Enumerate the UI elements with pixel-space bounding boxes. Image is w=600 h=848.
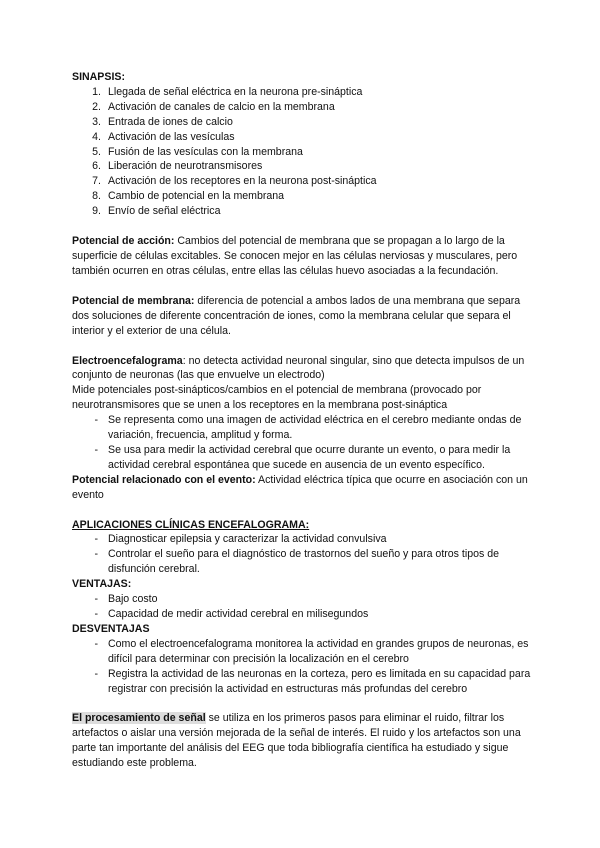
sinapsis-title: SINAPSIS: [72,71,125,83]
list-item: - Se usa para medir la actividad cerebral que ocurre durante un evento, o para medir la actividad cerebral espontánea que sucede en ausencia de un evento específico. [94,443,511,471]
ventajas-title: VENTAJAS: [72,578,132,591]
list-item: - Capacidad de medir actividad cerebral en milisegundos [94,608,369,620]
list-item: 2. Activación de canales de calcio en la membrana [92,100,335,113]
list-item: 4. Activación de las vesículas [92,130,235,143]
list-item: - Controlar el sueño para el diagnóstico de trastornos del sueño y para otros tipos de disfunción cerebral. [94,548,500,576]
aplicaciones-title: APLICACIONES CLÍNICAS ENCEFALOGRAMA: [72,518,310,531]
term: Electroencefalograma [72,354,183,367]
list-item: - Como el electroencefalograma monitorea la actividad en grandes grupos de neuronas, es difícil para determinar con precisión la localización en el cerebro [94,637,529,665]
procesamiento-paragraph: El procesamiento de señal se utiliza en los primeros pasos para eliminar el ruido, filtrar los artefactos o aislar una versión mejorada de la señal de interés. El ruido y los artefactos son una parte tan importante del análisis del EEG que toda bibliografía científica ha estudiado y sigue estudiando este problema. [72,712,521,770]
eeg-paragraph-2: Mide potenciales post-sinápticos/cambios en el potencial de membrana (provocado por neurotransmisores que se unen a los receptores en la membrana post-sináptica [72,384,482,412]
sinapsis-steps [72,85,532,219]
potencial-evento-paragraph: Potencial relacionado con el evento: Actividad eléctrica típica que ocurre en asociación con un evento [72,473,528,501]
list-item: - Registra la actividad de las neuronas en la corteza, pero es limitada en su capacidad para registrar con precisión la actividad en estructuras más profundas del cerebro [94,667,531,695]
potencial-membrana-paragraph: Potencial de membrana: diferencia de potencial a ambos lados de una membrana que separa dos soluciones de diferente concentración de iones, como la membrana celular que separa el interior y el exterior de una célula. [72,294,521,337]
highlighted-term: El procesamiento de señal [72,712,206,725]
potencial-accion-paragraph: Potencial de acción: Cambios del potencial de membrana que se propagan a lo largo de la superficie de células excitables. Se conocen mejor en las células nerviosas y musculares, pero también ocurren en otras células, entre ellas las células huevo asociadas a la fecundación. [72,235,518,277]
aplicaciones-bullets [72,532,532,577]
list-item: - Diagnosticar epilepsia y caracterizar la actividad convulsiva [94,533,387,546]
eeg-bullets [72,413,532,473]
list-item: 8. Cambio de potencial en la membrana [92,190,285,203]
term: Potencial de acción: [72,235,175,248]
term: Potencial de membrana: [72,294,195,307]
desventajas-title: DESVENTAJAS [72,622,150,635]
term: Potencial relacionado con el evento: [72,473,256,486]
list-item: 7. Activación de los receptores en la neurona post-sináptica [92,175,377,188]
desventajas-bullets [72,637,532,697]
list-item: 3. Entrada de iones de calcio [92,115,233,128]
list-item: - Se representa como una imagen de actividad eléctrica en el cerebro mediante ondas de variación, frecuencia, amplitud y forma. [94,414,522,442]
document-page [72,70,532,771]
list-item: 5. Fusión de las vesículas con la membrana [92,145,303,158]
list-item: 1. Llegada de señal eléctrica en la neurona pre-sináptica [92,85,363,98]
list-item: 6. Liberación de neurotransmisores [92,160,263,173]
list-item: - Bajo costo [94,593,158,606]
ventajas-bullets [72,592,532,622]
eeg-paragraph: Electroencefalograma: no detecta actividad neuronal singular, sino que detecta impulsos de un conjunto de neuronas (las que envuelve un electrodo) [72,354,525,382]
list-item: 9. Envío de señal eléctrica [92,205,221,218]
